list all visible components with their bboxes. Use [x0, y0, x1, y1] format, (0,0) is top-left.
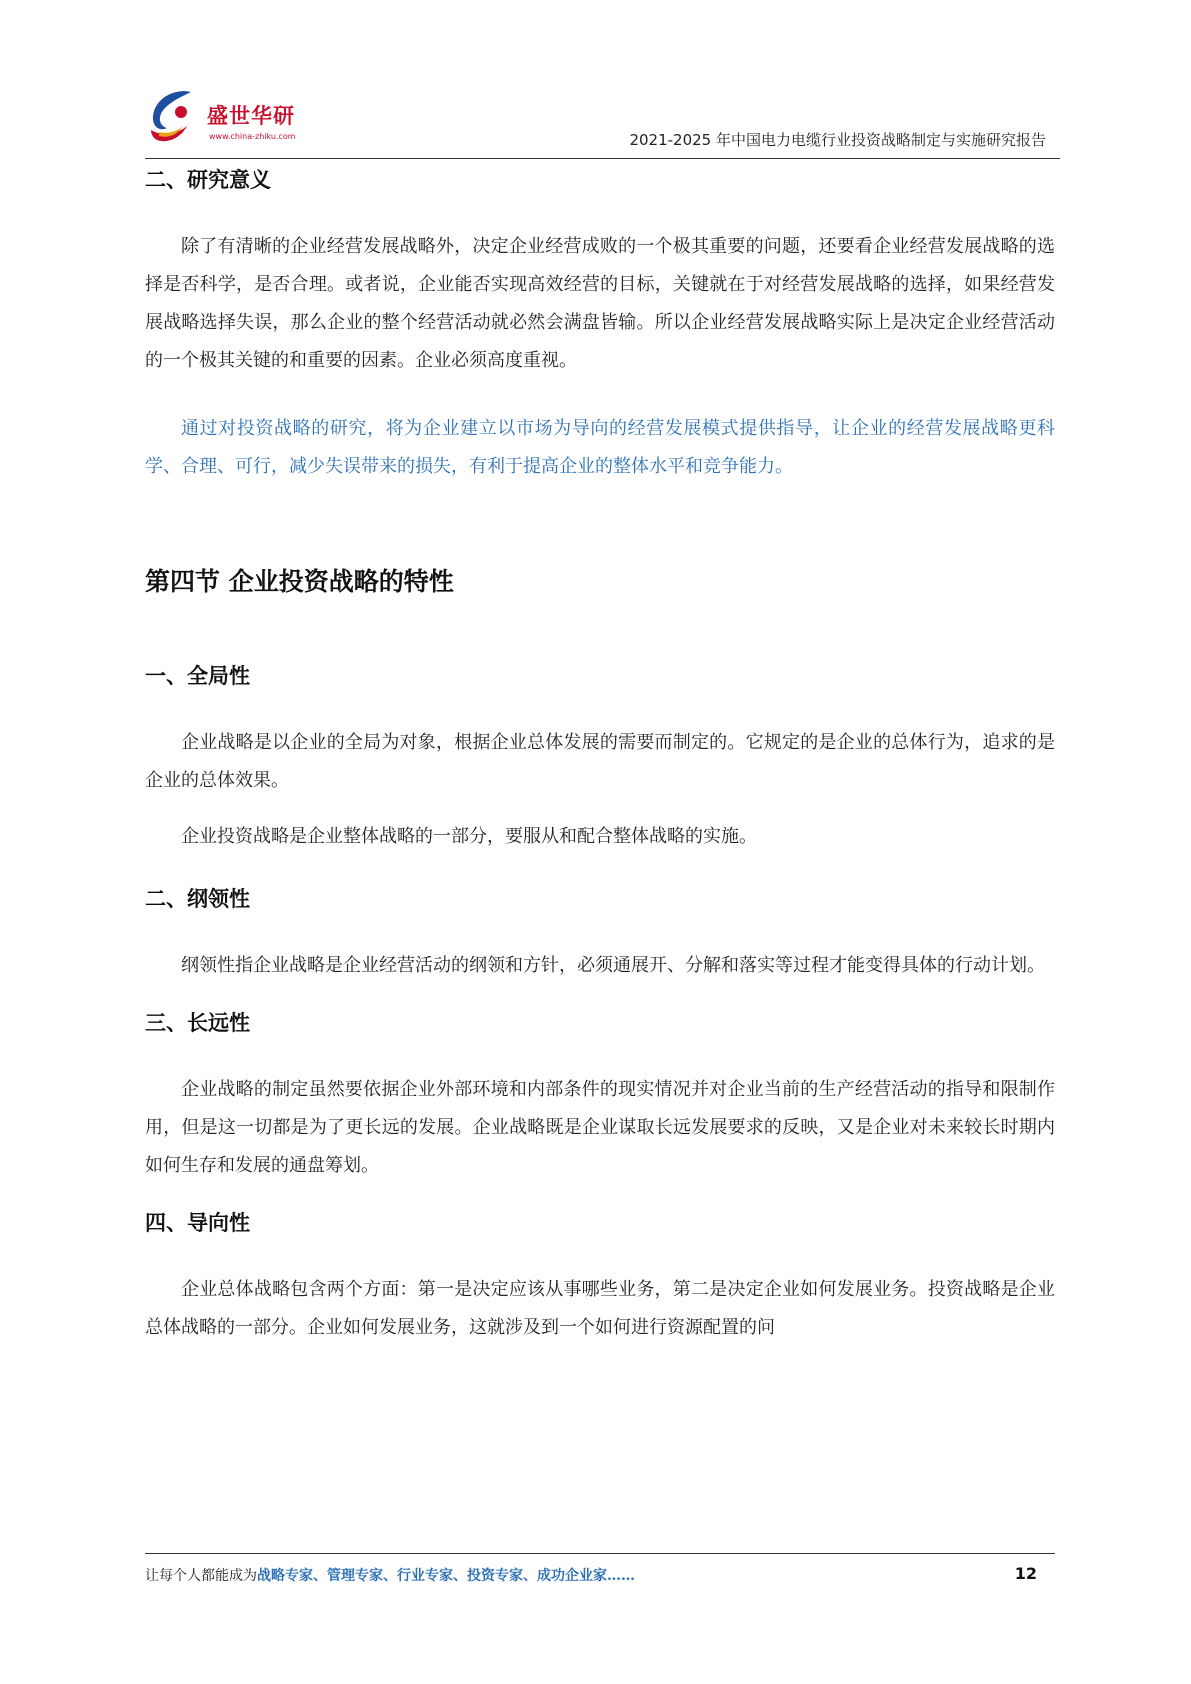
paragraph-orientation: 企业总体战略包含两个方面：第一是决定应该从事哪些业务，第二是决定企业如何发展业务。投资战略是企业总体战略的一部分。企业如何发展业务，这就涉及到一个如何进行资源配置的问: [145, 1279, 1055, 1338]
heading-long-term: 三、长远性: [145, 1011, 250, 1035]
page-number: 12: [1014, 1564, 1037, 1583]
report-title: 2021-2025 年中国电力电缆行业投资战略制定与实施研究报告: [629, 131, 1046, 149]
chapter-title: 第四节 企业投资战略的特性: [145, 567, 454, 596]
footer-slogan: [145, 1565, 635, 1585]
paragraph-long-term: 企业战略的制定虽然要依据企业外部环境和内部条件的现实情况并对企业当前的生产经营活动的指导和限制作用，但是这一切都是为了更长远的发展。企业战略既是企业谋取长远发展要求的反映，又是企业对未来较长时期内如何生存和发展的通盘筹划。: [145, 1079, 1055, 1176]
footer-slogan-highlight: 战略专家、管理专家、行业专家、投资专家、成功企业家……: [257, 1568, 635, 1584]
page-footer: [145, 1553, 1055, 1598]
paragraph-programmatic: 纲领性指企业战略是企业经营活动的纲领和方针，必须通展开、分解和落实等过程才能变得具体的行动计划。: [181, 955, 1045, 976]
company-logo: [145, 86, 315, 150]
heading-research-significance: 二、研究意义: [145, 168, 271, 192]
heading-overall: 一、全局性: [145, 664, 250, 688]
page-header: [145, 80, 1060, 159]
logo-emblem-icon: [145, 86, 207, 148]
page-content: [145, 160, 1055, 1347]
heading-orientation: 四、导向性: [145, 1211, 250, 1235]
paragraph-overall-2: 企业投资战略是企业整体战略的一部分，要服从和配合整体战略的实施。: [181, 826, 757, 847]
paragraph-overall-1: 企业战略是以企业的全局为对象，根据企业总体发展的需要而制定的。它规定的是企业的总体行为，追求的是企业的总体效果。: [145, 732, 1055, 791]
paragraph-research-1: 除了有清晰的企业经营发展战略外，决定企业经营成败的一个极其重要的问题，还要看企业经营发展战略的选择是否科学，是否合理。或者说，企业能否实现高效经营的目标，关键就在于对经营发展战略的选择，如果经营发展战略选择失误，那么企业的整个经营活动就必然会满盘皆输。所以企业经营发展战略实际上是决定企业经营活动的一个极其关键的和重要的因素。企业必须高度重视。: [145, 236, 1055, 371]
paragraph-research-highlight: 通过对投资战略的研究，将为企业建立以市场为导向的经营发展模式提供指导，让企业的经营发展战略更科学、合理、可行，减少失误带来的损失，有利于提高企业的整体水平和竞争能力。: [145, 418, 1055, 477]
footer-slogan-prefix: 让每个人都能成为: [145, 1568, 257, 1584]
heading-programmatic: 二、纲领性: [145, 887, 250, 911]
logo-url: www.china-zhiku.com: [209, 132, 296, 141]
logo-name: 盛世华研: [207, 104, 295, 128]
